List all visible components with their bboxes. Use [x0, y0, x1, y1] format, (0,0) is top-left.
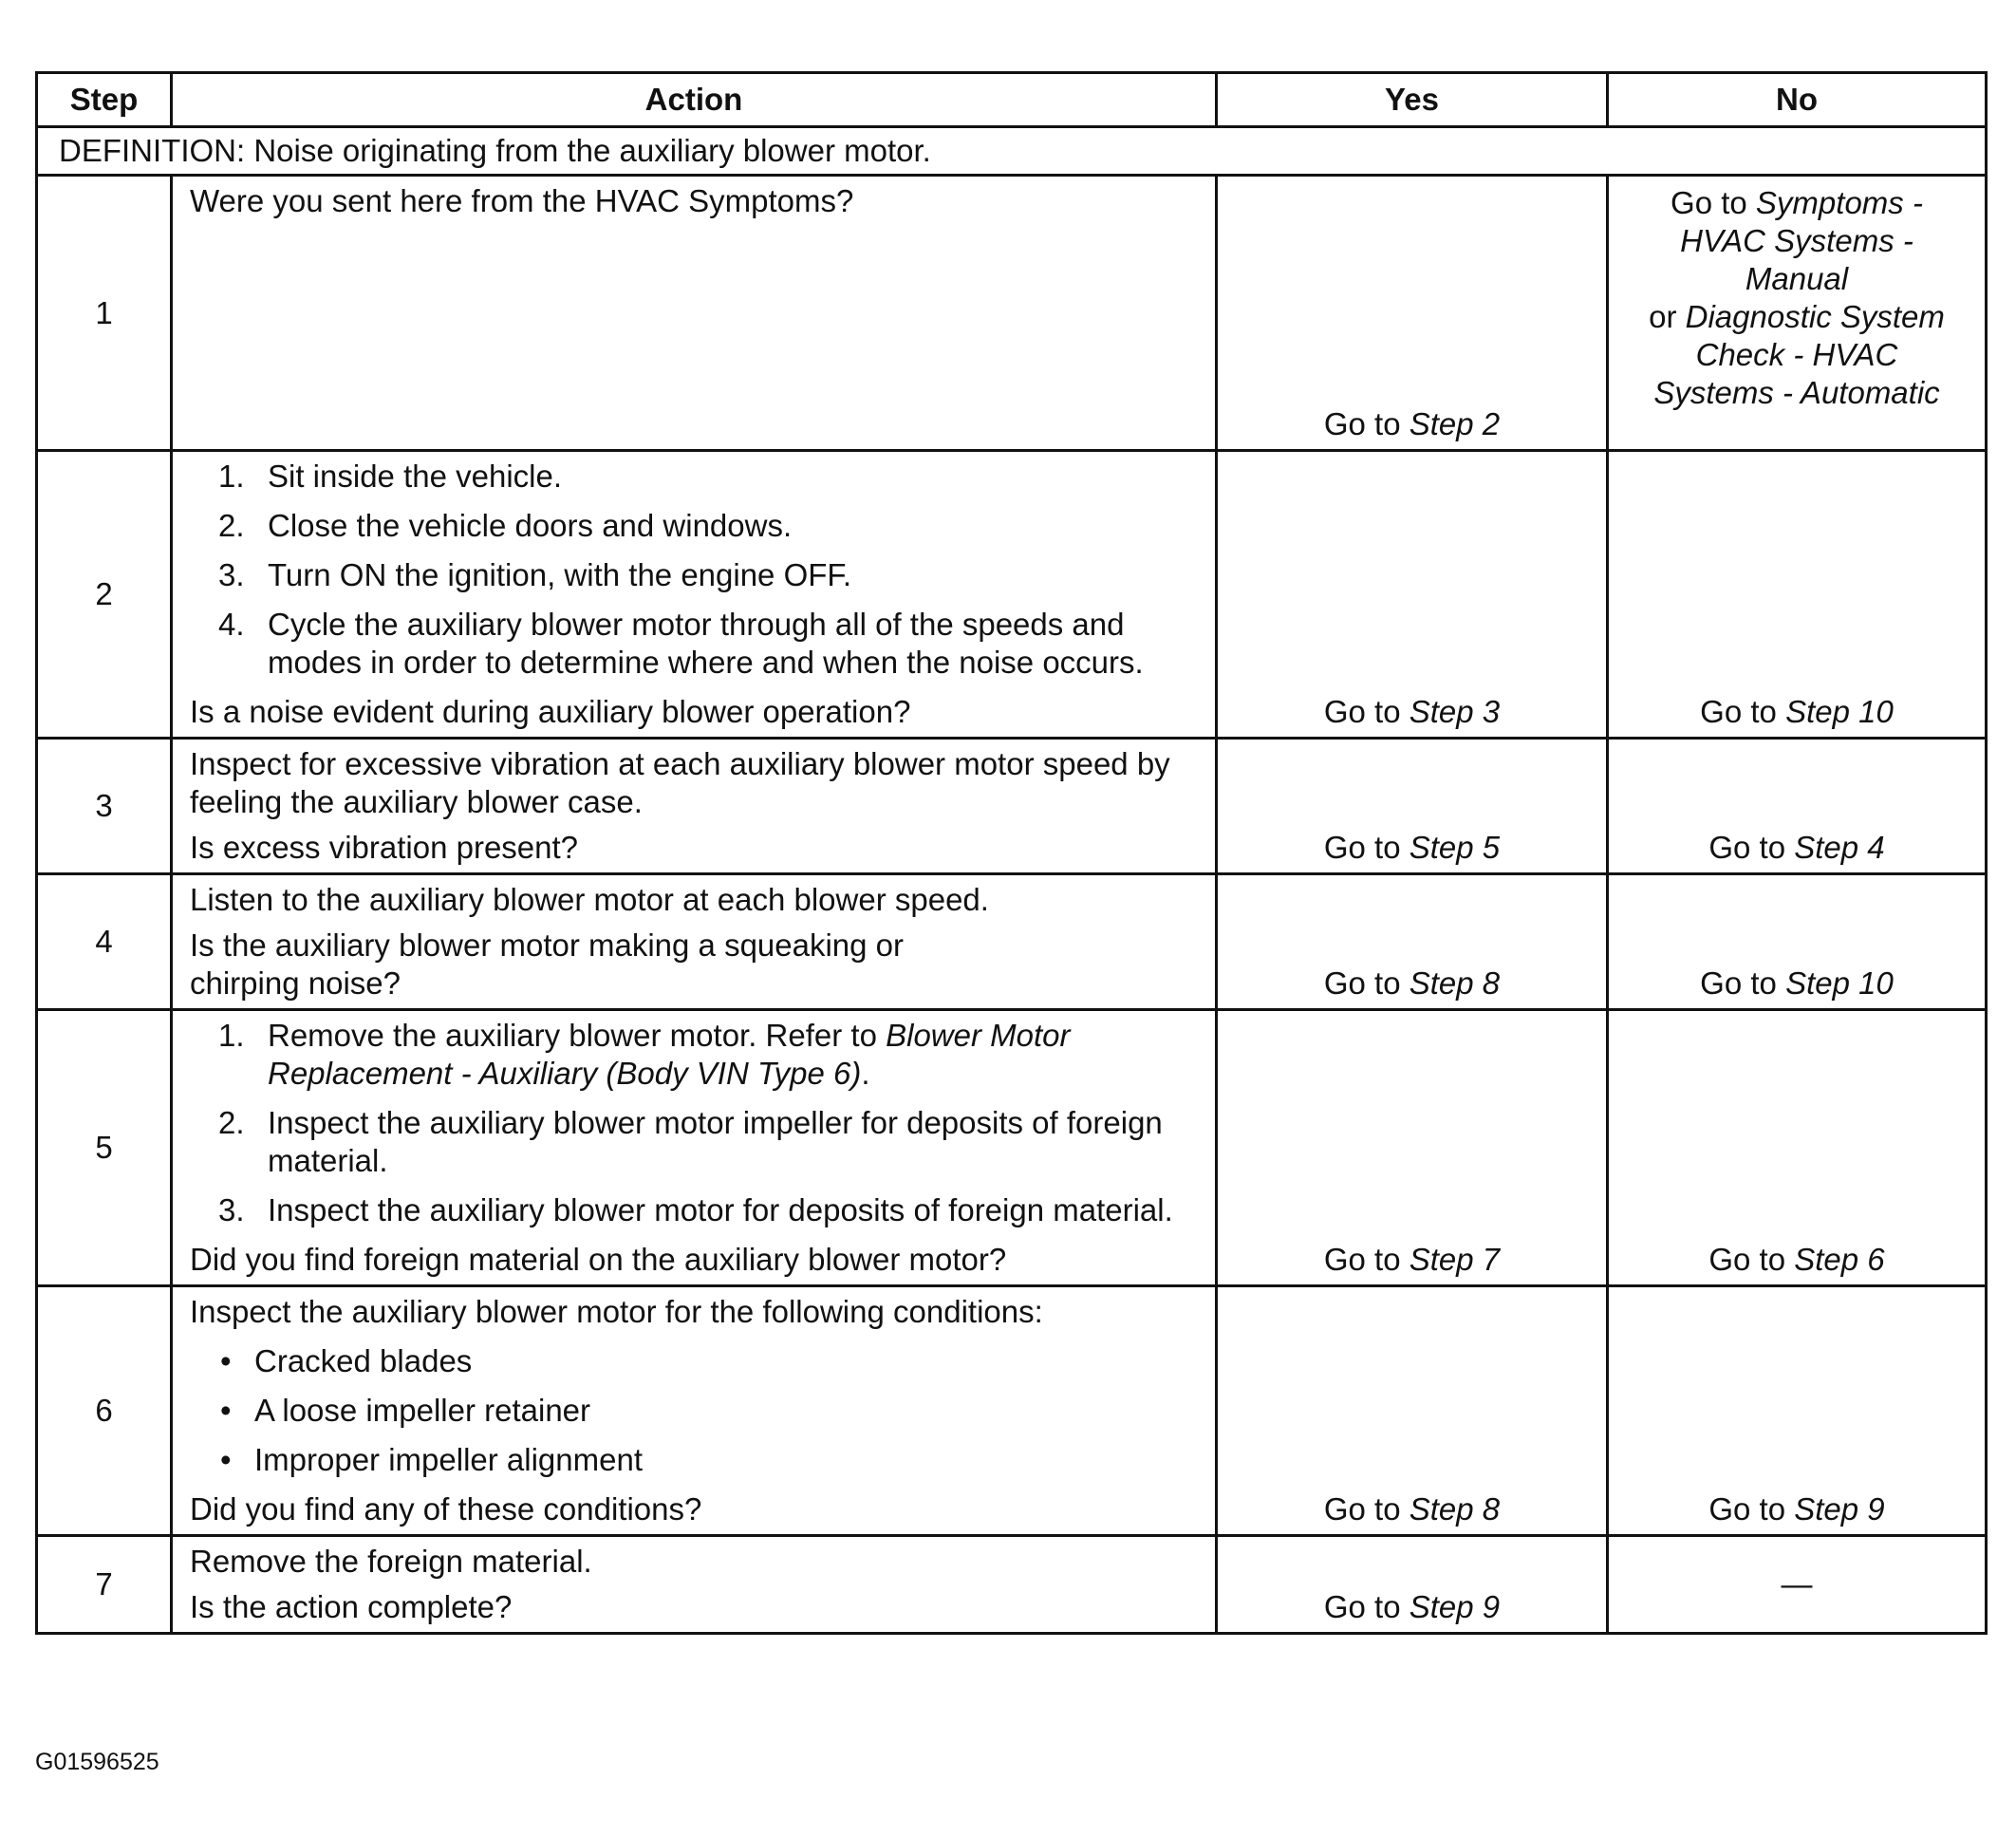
- action-text: Remove the foreign material.: [190, 1544, 592, 1579]
- list-text: Cycle the auxiliary blower motor through all of the speeds and modes in order to determine where and when the noise occurs.: [268, 607, 1144, 680]
- yes-prefix: Go to: [1323, 830, 1409, 865]
- no-cell: [1608, 739, 1987, 874]
- yes-cell: [1217, 739, 1608, 874]
- list-item: [190, 1017, 1198, 1093]
- no-link[interactable]: Check - HVAC: [1695, 337, 1898, 372]
- no-link[interactable]: Step 6: [1794, 1242, 1885, 1277]
- table-row: [37, 451, 1987, 739]
- no-link[interactable]: Diagnostic System: [1685, 299, 1945, 334]
- list-text: Cracked blades: [254, 1343, 473, 1378]
- table-row: [37, 176, 1987, 451]
- step-number: 3: [37, 739, 172, 874]
- no-cell: —: [1608, 1536, 1987, 1634]
- list-number: 2.: [218, 1105, 245, 1140]
- no-link[interactable]: Step 4: [1794, 830, 1885, 865]
- header-yes: Yes: [1217, 73, 1608, 127]
- yes-prefix: Go to: [1323, 694, 1409, 729]
- yes-prefix: Go to: [1323, 1491, 1409, 1527]
- list-item: [190, 1441, 1198, 1479]
- yes-prefix: Go to: [1323, 1589, 1409, 1624]
- yes-prefix: Go to: [1323, 1242, 1409, 1277]
- bullet-icon: •: [220, 1442, 232, 1477]
- list-text: Remove the auxiliary blower motor. Refer to: [268, 1018, 887, 1053]
- bullet-icon: •: [220, 1393, 232, 1428]
- list-number: 2.: [218, 508, 245, 543]
- table-row: [37, 1286, 1987, 1536]
- header-no: No: [1608, 73, 1987, 127]
- step-number: 2: [37, 451, 172, 739]
- yes-cell: [1217, 874, 1608, 1010]
- list-text: Sit inside the vehicle.: [268, 459, 563, 494]
- no-prefix: Go to: [1671, 185, 1756, 220]
- list-item: [190, 606, 1198, 682]
- yes-link[interactable]: Step 5: [1409, 830, 1501, 865]
- action-cell: [172, 451, 1217, 739]
- action-text: Inspect the auxiliary blower motor for the following conditions:: [190, 1294, 1043, 1329]
- no-link[interactable]: Step 10: [1785, 965, 1894, 1001]
- action-text: Listen to the auxiliary blower motor at each blower speed.: [190, 882, 989, 917]
- step-number: 4: [37, 874, 172, 1010]
- reference-link[interactable]: Blower Motor Replacement - Auxiliary (Body VIN Type 6): [268, 1018, 1071, 1091]
- no-link[interactable]: Step 10: [1785, 694, 1894, 729]
- no-cell: [1608, 176, 1987, 451]
- list-number: 4.: [218, 607, 245, 642]
- list-text-tail: .: [861, 1056, 870, 1091]
- action-question: Is the action complete?: [190, 1589, 513, 1624]
- yes-link[interactable]: Step 9: [1409, 1589, 1501, 1624]
- yes-link[interactable]: Step 3: [1409, 694, 1501, 729]
- list-item: [190, 556, 1198, 594]
- list-number: 3.: [218, 557, 245, 592]
- list-text: Close the vehicle doors and windows.: [268, 508, 793, 543]
- yes-cell: [1217, 1286, 1608, 1536]
- yes-prefix: Go to: [1323, 406, 1409, 441]
- diagnostic-table: [35, 71, 1988, 1635]
- no-prefix: Go to: [1708, 1242, 1795, 1277]
- action-question: Did you find any of these conditions?: [190, 1491, 702, 1527]
- yes-cell: [1217, 451, 1608, 739]
- action-cell: [172, 176, 1217, 451]
- action-cell: [172, 1010, 1217, 1286]
- action-cell: [172, 739, 1217, 874]
- step-number: 6: [37, 1286, 172, 1536]
- action-text: Inspect for excessive vibration at each auxiliary blower motor speed by feeling the auxiliary blower case.: [190, 746, 1170, 819]
- table-row: [37, 874, 1987, 1010]
- list-number: 3.: [218, 1192, 245, 1227]
- list-item: [190, 1342, 1198, 1380]
- header-action: Action: [172, 73, 1217, 127]
- no-link[interactable]: HVAC Systems -: [1680, 223, 1913, 258]
- list-text: A loose impeller retainer: [254, 1393, 591, 1428]
- definition-text: DEFINITION: Noise originating from the auxiliary blower motor.: [37, 127, 1987, 176]
- step-number: 5: [37, 1010, 172, 1286]
- no-cell: [1608, 1010, 1987, 1286]
- condition-list: [190, 1342, 1198, 1479]
- action-cell: [172, 1286, 1217, 1536]
- list-item: [190, 1392, 1198, 1430]
- list-item: [190, 458, 1198, 496]
- step-number: 1: [37, 176, 172, 451]
- step-number: 7: [37, 1536, 172, 1634]
- header-row: [37, 73, 1987, 127]
- yes-cell: [1217, 176, 1608, 451]
- list-number: 1.: [218, 459, 245, 494]
- action-list: [190, 1017, 1198, 1229]
- no-cell: [1608, 1286, 1987, 1536]
- action-question: Did you find foreign material on the auxiliary blower motor?: [190, 1242, 1007, 1277]
- header-step: Step: [37, 73, 172, 127]
- yes-link[interactable]: Step 8: [1409, 1491, 1501, 1527]
- no-cell: [1608, 874, 1987, 1010]
- action-question: Is a noise evident during auxiliary blower operation?: [190, 694, 911, 729]
- no-prefix: Go to: [1700, 965, 1786, 1001]
- yes-cell: [1217, 1536, 1608, 1634]
- no-prefix: Go to: [1700, 694, 1786, 729]
- no-prefix: or: [1649, 299, 1686, 334]
- list-number: 1.: [218, 1018, 245, 1053]
- list-item: [190, 507, 1198, 545]
- action-cell: [172, 874, 1217, 1010]
- action-question: Is the auxiliary blower motor making a squeaking or chirping noise?: [190, 927, 905, 1001]
- list-text: Inspect the auxiliary blower motor for deposits of foreign material.: [268, 1192, 1173, 1227]
- figure-id: G01596525: [35, 1749, 159, 1775]
- list-text: Improper impeller alignment: [254, 1442, 644, 1477]
- action-list: [190, 458, 1198, 682]
- yes-link[interactable]: Step 2: [1409, 406, 1501, 441]
- no-cell: [1608, 451, 1987, 739]
- no-link[interactable]: Manual: [1745, 261, 1849, 296]
- no-link[interactable]: Step 9: [1794, 1491, 1885, 1527]
- yes-prefix: Go to: [1323, 965, 1409, 1001]
- yes-link[interactable]: Step 8: [1409, 965, 1501, 1001]
- yes-link[interactable]: Step 7: [1409, 1242, 1501, 1277]
- definition-row: [37, 127, 1987, 176]
- list-text: Turn ON the ignition, with the engine OFF.: [268, 557, 852, 592]
- no-link[interactable]: Systems - Automatic: [1653, 375, 1940, 410]
- table-row: [37, 739, 1987, 874]
- table-row: [37, 1536, 1987, 1634]
- action-question: Were you sent here from the HVAC Symptoms?: [190, 183, 854, 218]
- table-row: [37, 1010, 1987, 1286]
- bullet-icon: •: [220, 1343, 232, 1378]
- no-prefix: Go to: [1708, 1491, 1795, 1527]
- list-item: [190, 1104, 1198, 1180]
- yes-cell: [1217, 1010, 1608, 1286]
- no-link[interactable]: Symptoms -: [1755, 185, 1923, 220]
- no-prefix: Go to: [1708, 830, 1795, 865]
- action-question: Is excess vibration present?: [190, 830, 579, 865]
- action-cell: [172, 1536, 1217, 1634]
- list-text: Inspect the auxiliary blower motor impeller for deposits of foreign material.: [268, 1105, 1163, 1178]
- list-item: [190, 1191, 1198, 1229]
